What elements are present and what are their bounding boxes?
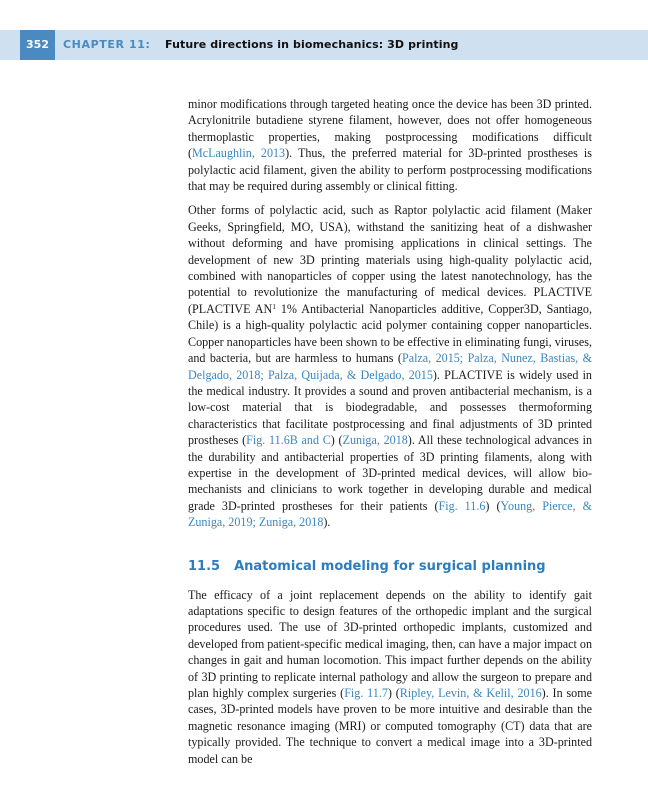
paragraph-3 xyxy=(188,587,592,767)
chapter-title: Future directions in biomechanics: 3D printing xyxy=(165,38,459,51)
body-text xyxy=(188,96,592,767)
citation-link[interactable]: McLaughlin, 2013 xyxy=(192,146,286,161)
running-header xyxy=(0,30,648,60)
paragraph-2 xyxy=(188,202,592,530)
paragraph-text: The efficacy of a joint replacement depends on the ability to identify gait adaptations specific to design features of the orthopedic implant and the surgical procedures used. The use of 3D-printed orthopedic implants, customized and developed from patient-specific medical imaging, then, can have a major impact on changes in gait and human locomotion. This impact further depends on the ability of 3D printing to replicate internal pathology and allow the surgeon to prepare and plan highly complex surgeries ( xyxy=(188,587,592,700)
section-number: 11.5 xyxy=(188,558,221,574)
paragraph-text: ). In some cases, 3D-printed models have proven to be more intuitive and desirable than the magnetic resonance imaging (MRI) or computed tomography (CT) data that are typically provided. The technique to convert a medical image into a 3D-printed model can be xyxy=(188,686,592,766)
section-title: Anatomical modeling for surgical planning xyxy=(234,558,546,574)
paragraph-text: ) ( xyxy=(330,433,343,448)
citation-link[interactable]: Palza, 2015; Palza, Nunez, Bastias, & Delgado, 2018; Palza, Quijada, & Delgado, 2015 xyxy=(188,351,592,382)
paragraph-text: ). All these technological advances in the durability and antibacterial properties of 3D printing filaments, along with expertise in the development of 3D-printed medical devices, will allow biomechanists and clinicians to work together in developing durable and medical grade 3D-printed prostheses for their patients ( xyxy=(188,433,592,513)
paragraph-text: ). PLACTIVE is widely used in the medical industry. It provides a sound and proven antibacterial mechanism, is a low-cost material that is biodegradable, and possesses thermoforming characteristics that facilitate postprocessing and final adjustments of 3D printed prostheses ( xyxy=(188,367,592,448)
figure-link[interactable]: Fig. 11.6B and C xyxy=(246,433,331,448)
figure-link[interactable]: Fig. 11.6 xyxy=(438,498,486,513)
superscript: 1 xyxy=(272,301,276,311)
paragraph-text: ). Thus, the preferred material for 3D-printed prostheses is polylactic acid filament, given the ability to perform postprocessing modifications that may be required during assembly or clinical fitting. xyxy=(188,146,592,194)
page-number: 352 xyxy=(20,30,55,60)
paragraph-text: ) ( xyxy=(485,498,501,513)
citation-link[interactable]: Zuniga, 2018 xyxy=(342,433,408,448)
paragraph-1 xyxy=(188,96,592,194)
chapter-label: CHAPTER 11: xyxy=(63,38,151,51)
section-heading xyxy=(188,559,592,574)
citation-link[interactable]: Ripley, Levin, & Kelil, 2016 xyxy=(399,686,542,700)
paragraph-text: ) ( xyxy=(387,686,400,700)
paragraph-text: minor modifications through targeted heating once the device has been 3D printed. Acrylonitrile butadiene styrene filament, however, does not offer homogeneous thermoplastic properties, making postprocessing modifications difficult ( xyxy=(188,97,592,161)
citation-link[interactable]: Young, Pierce, & Zuniga, 2019; Zuniga, 2018 xyxy=(188,498,592,530)
paragraph-text: 1% Antibacterial Nanoparticles additive, Copper3D, Santiago, Chile) is a high-quality polylactic acid polymer containing copper nanoparticles. Copper nanoparticles have been shown to be effective in eliminating fungi, viruses, and bacteria, but are harmless to humans ( xyxy=(188,301,592,366)
figure-link[interactable]: Fig. 11.7 xyxy=(344,686,388,700)
paragraph-text: Other forms of polylactic acid, such as Raptor polylactic acid filament (Maker Geeks, Springfield, MO, USA), withstand the sanitizing heat of a dishwasher without deforming and have promising applications in clinical settings. The development of new 3D printing materials using high-quality polylactic acid, combined with nanoparticles of copper using the latest nanotechnology, has the potential to revolutionize the manufacturing of medical devices. PLACTIVE (PLACTIVE AN xyxy=(188,203,592,316)
paragraph-text: ). xyxy=(323,515,331,530)
